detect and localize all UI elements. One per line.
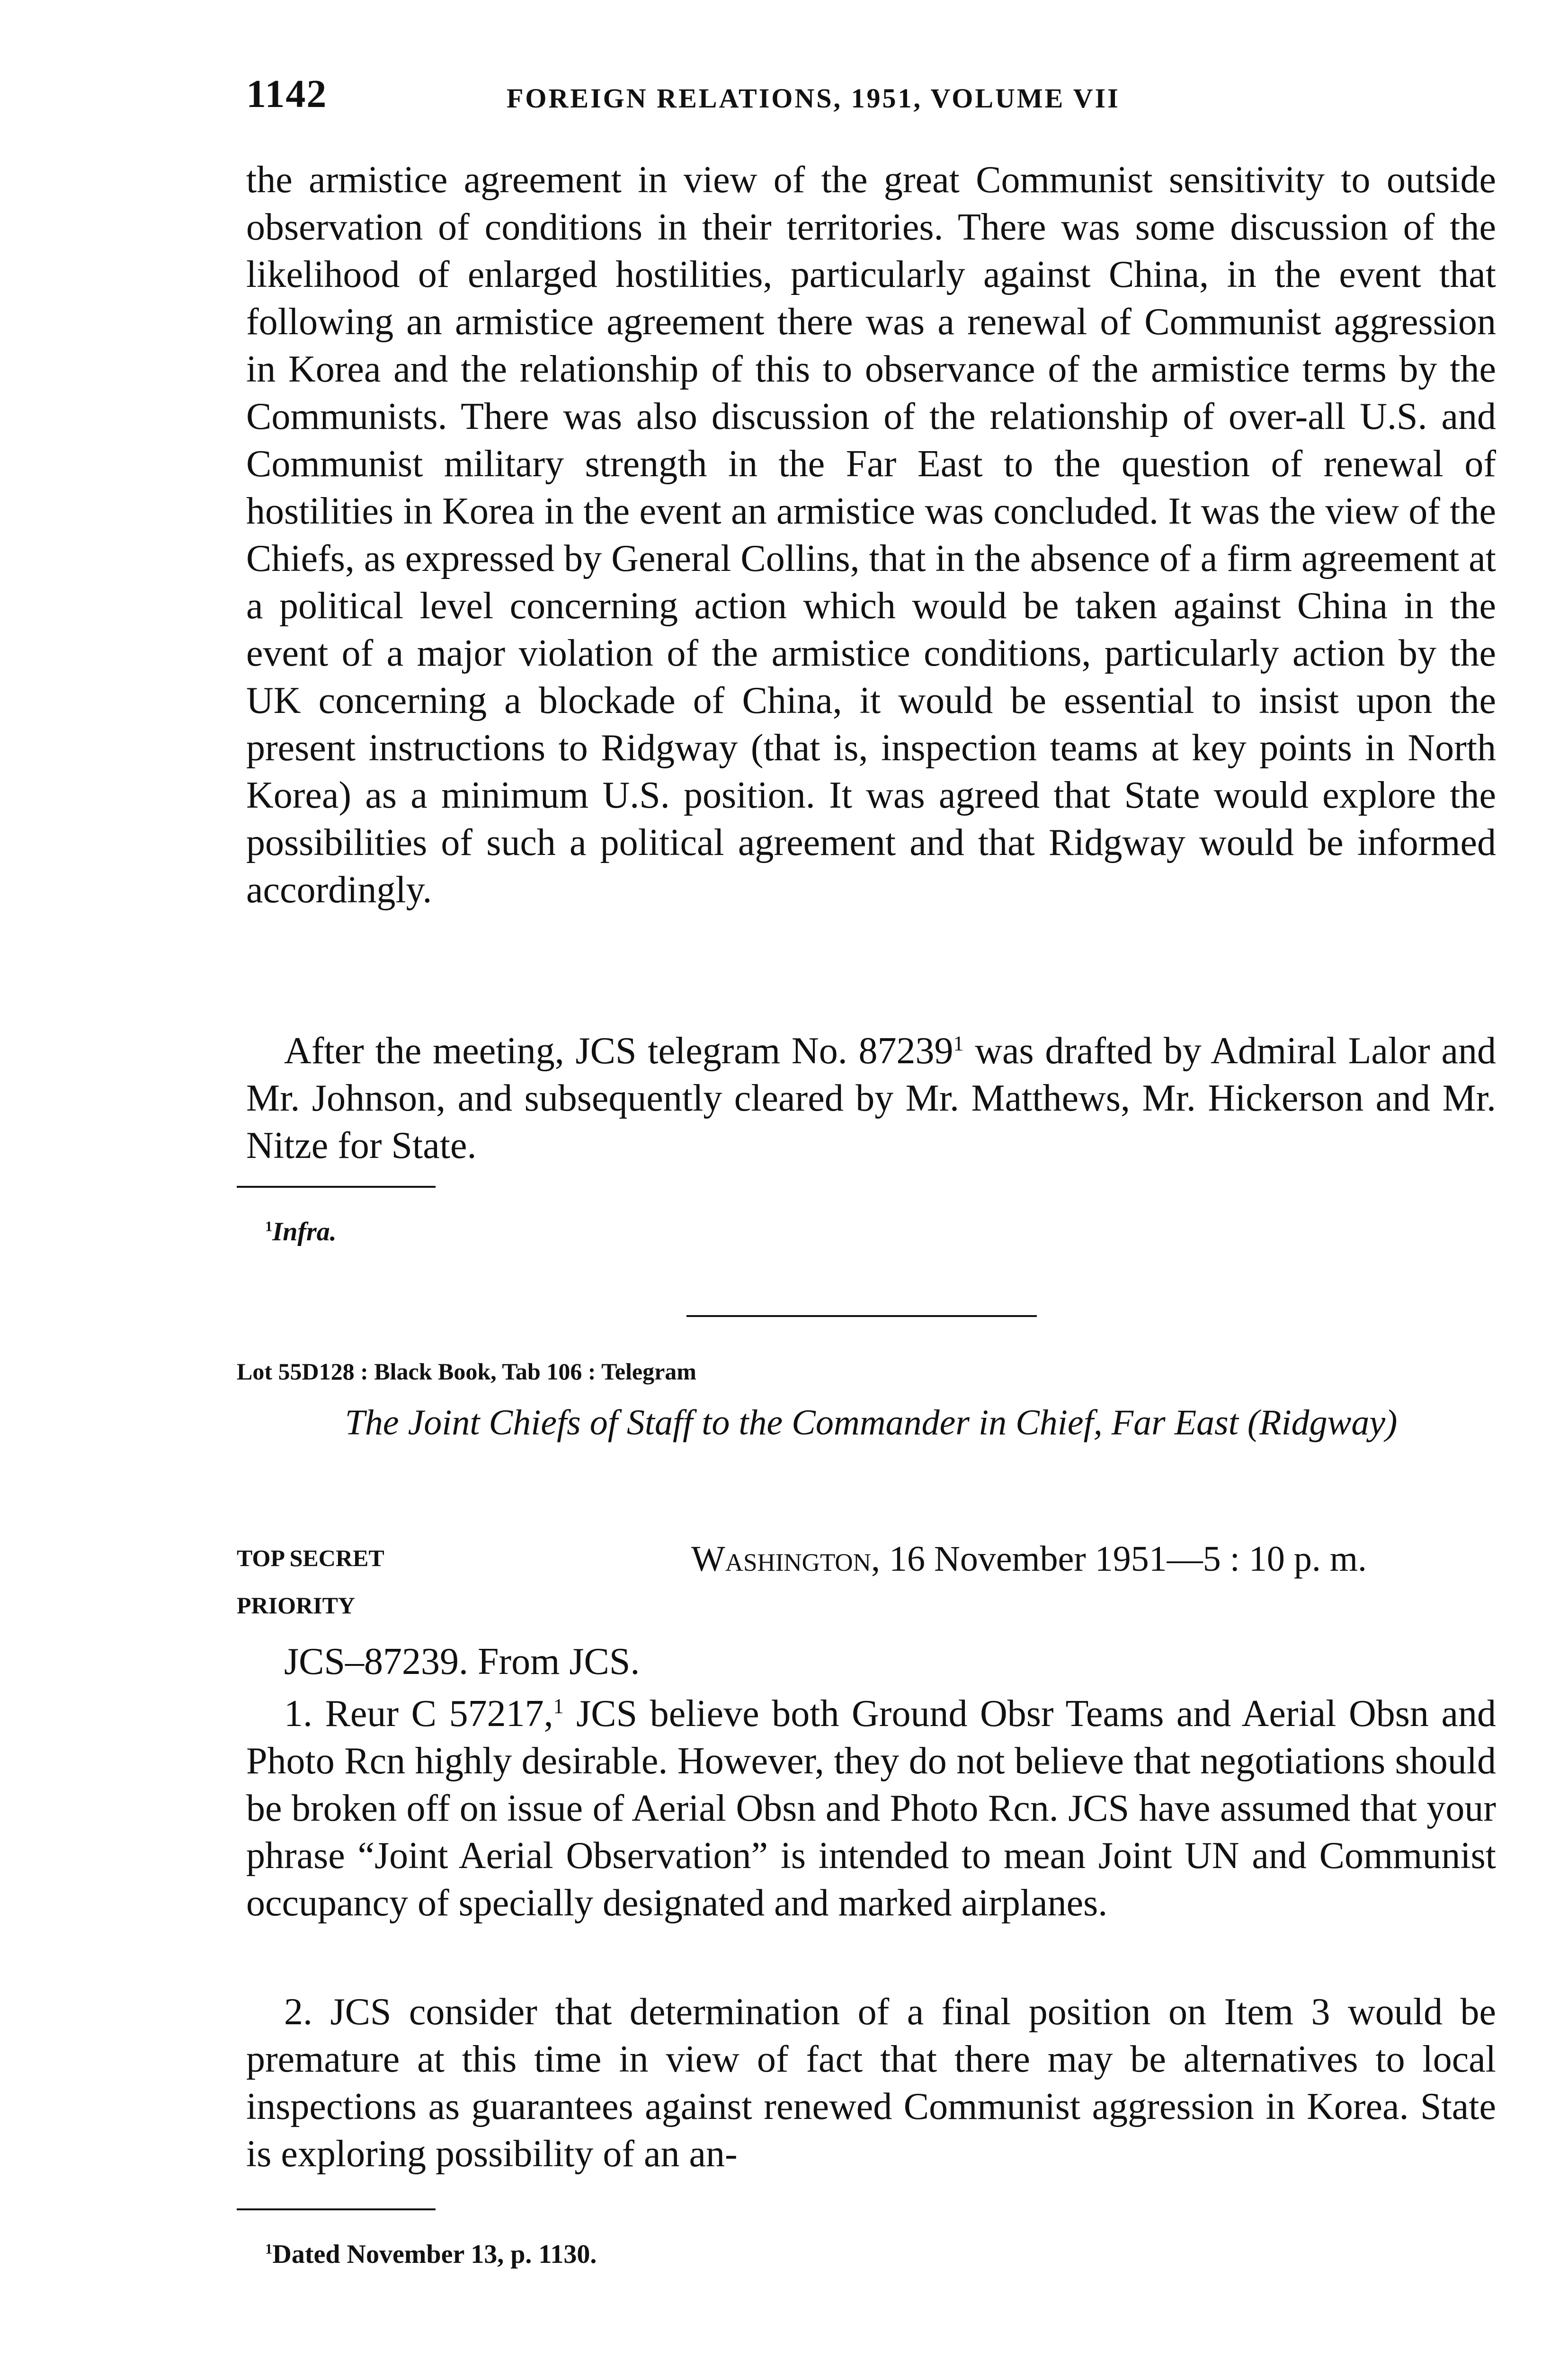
- item-1-footnote-reference: 1: [553, 1694, 564, 1718]
- document-title: The Joint Chiefs of Staff to the Commander in Chief, Far East (Ridgway): [345, 1403, 1398, 1442]
- series-title: FOREIGN RELATIONS, 1951, VOLUME VII: [507, 83, 1120, 114]
- item-1-text-end: JCS believe both Ground Obsr Teams and Aerial Obsn and Photo Rcn highly desirable. However, they do not believe that negotiations should be broken off on issue of Aerial Obsn and Photo Rcn. JCS have assumed that your phrase “Joint Aerial Observation” is intended to mean Joint UN and Communist occupancy of specially designated and marked airplanes.: [246, 1693, 1497, 1924]
- continuation-paragraph: the armistice agreement in view of the great Communist sensitivity to outside observation of conditions in their territories. There was some discussion of the likelihood of enlarged hostilities, particularly against China, in the event that following an armistice agreement there was a renewal of Communist aggression in Korea and the relationship of this to observance of the armistice terms by the Communists. There was also discussion of the relationship of over-all U.S. and Communist military strength in the Far East to the question of renewal of hostilities in Korea in the event an armistice was concluded. It was the view of the Chiefs, as expressed by General Collins, that in the absence of a firm agreement at a political level concerning action which would be taken against China in the event of a major violation of the armistice conditions, particularly action by the UK concerning a blockade of China, it would be essential to insist upon the present instructions to Ridgway (that is, inspection teams at key points in North Korea) as a minimum U.S. position. It was agreed that State would explore the possibilities of such a political agreement and that Ridgway would be informed accordingly.: [246, 159, 1496, 911]
- bottom-footnote-text: Dated November 13, p. 1130.: [272, 2240, 597, 2269]
- footnote-reference: 1: [953, 1032, 964, 1055]
- dateline: [691, 1539, 1367, 1580]
- footnote-infra: [265, 1217, 337, 1247]
- page-number: 1142: [246, 72, 328, 116]
- source-line: Lot 55D128 : Black Book, Tab 106 : Telegram: [237, 1358, 696, 1385]
- after-meeting-text-end: was drafted by Admiral Lalor and Mr. Johnson, and subsequently cleared by Mr. Matthews, Mr. Hickerson and Mr. Nitze for State.: [246, 1030, 1496, 1166]
- footnote-divider: [237, 1186, 436, 1188]
- precedence-label: PRIORITY: [237, 1592, 356, 1619]
- after-meeting-paragraph: [246, 1027, 1496, 1169]
- running-head: [246, 71, 1496, 123]
- footnote-mark: 1: [265, 1218, 273, 1235]
- item-1-text-start: 1. Reur C 57217,: [284, 1693, 553, 1735]
- section-divider: [686, 1315, 1037, 1317]
- reference-line: JCS–87239. From JCS.: [284, 1641, 640, 1682]
- after-meeting-text-start: After the meeting, JCS telegram No. 87239: [284, 1030, 953, 1072]
- classification-label: TOP SECRET: [237, 1545, 384, 1571]
- telegram-item-2: 2. JCS consider that determination of a final position on Item 3 would be premature at this time in view of fact that there may be alternatives to local inspections as guarantees against renewed Communist aggression in Korea. State is exploring possibility of an an-: [246, 1991, 1496, 2175]
- dateline-date-time: , 16 November 1951—5 : 10 p. m.: [871, 1539, 1367, 1579]
- footnote-text: Infra.: [272, 1217, 337, 1246]
- footnote-dated: [265, 2239, 597, 2269]
- bottom-footnote-divider: [237, 2208, 436, 2210]
- telegram-item-1: [246, 1690, 1496, 1927]
- bottom-footnote-mark: 1: [265, 2241, 273, 2257]
- dateline-place: Washington: [691, 1539, 871, 1579]
